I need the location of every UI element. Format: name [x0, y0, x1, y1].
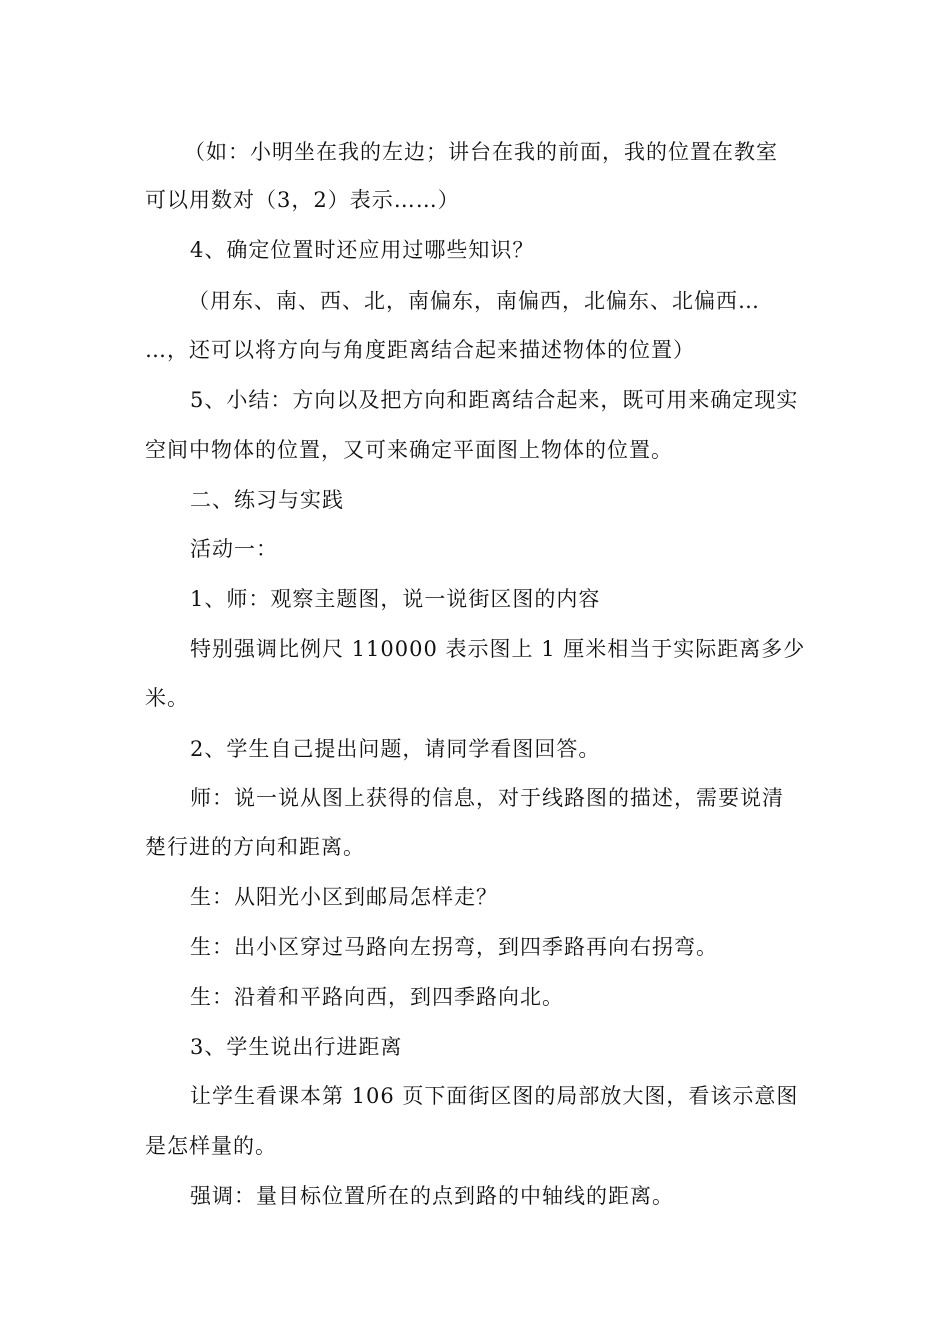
text-line: 师：说一说从图上获得的信息，对于线路图的描述，需要说清	[190, 786, 784, 810]
text-line: （用东、南、西、北，南偏东，南偏西，北偏东、北偏西…	[188, 289, 760, 313]
text-line: 让学生看课本第 106 页下面街区图的局部放大图，看该示意图	[190, 1084, 799, 1108]
text-line: 5、小结：方向以及把方向和距离结合起来，既可用来确定现实	[190, 388, 799, 412]
text-line: 生：沿着和平路向西，到四季路向北。	[190, 985, 564, 1009]
text-line: 米。	[145, 686, 189, 710]
text-line: （如：小明坐在我的左边；讲台在我的前面，我的位置在教室	[184, 140, 778, 164]
text-line: 生：从阳光小区到邮局怎样走？	[190, 885, 498, 909]
text-line: 1、师：观察主题图，说一说街区图的内容	[190, 587, 601, 611]
text-line: 活动一：	[190, 537, 278, 561]
text-line: 4、确定位置时还应用过哪些知识？	[190, 238, 535, 262]
text-line: 3、学生说出行进距离	[190, 1035, 403, 1059]
text-line: 空间中物体的位置，又可来确定平面图上物体的位置。	[145, 438, 673, 462]
text-line: …，还可以将方向与角度距离结合起来描述物体的位置）	[145, 338, 695, 362]
section-heading: 二、练习与实践	[190, 488, 344, 512]
text-line: 特别强调比例尺 110000 表示图上 1 厘米相当于实际距离多少	[190, 637, 806, 661]
text-line: 强调：量目标位置所在的点到路的中轴线的距离。	[190, 1184, 674, 1208]
text-line: 是怎样量的。	[145, 1134, 277, 1158]
text-line: 楚行进的方向和距离。	[145, 835, 365, 859]
text-line: 可以用数对（3，2）表示……）	[145, 188, 460, 212]
text-line: 2、学生自己提出问题，请同学看图回答。	[190, 737, 601, 761]
text-line: 生：出小区穿过马路向左拐弯，到四季路再向右拐弯。	[190, 935, 718, 959]
